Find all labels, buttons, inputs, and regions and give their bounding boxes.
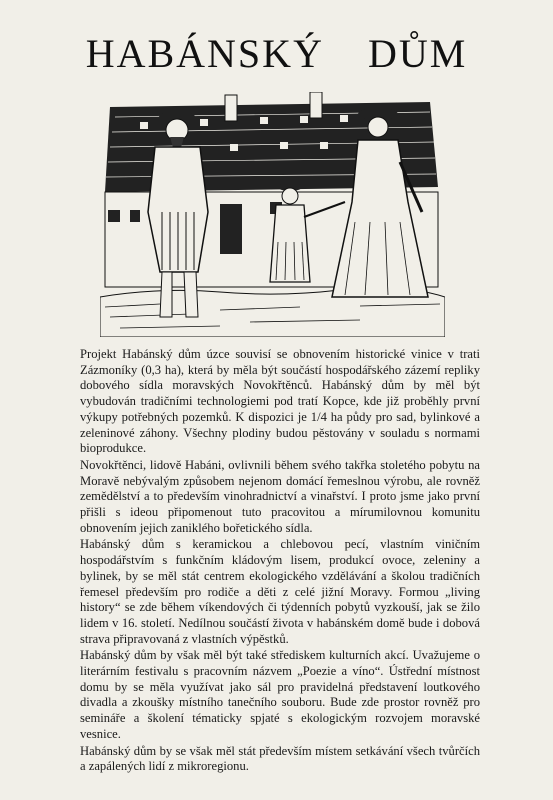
paragraph-3: Habánský dům s keramickou a chlebovou pecí, vlastním viničním hospodářstvím s funkčním kládovým lisem, produkcí ovoce, zeleniny a bylinek, by se měl stát centrem ekologického vzdělávání a školou tradičních řemesel především pro rodiče a děti z celé jižní Moravy. Formou „living history“ se zde během víkendových či týdenních pobytů vyzkouší, jak se žilo lidem v 16. století. Nedílnou součástí života v habánském domě bude i dobová strava připravovaná z vlastních výpěstků. [80, 537, 480, 646]
woodcut-habans-family-icon [100, 92, 445, 337]
title-word-1: HABÁNSKÝ [85, 31, 324, 76]
paragraph-4: Habánský dům by však měl být také střediskem kulturních akcí. Uvažujeme o literárním festivalu s pracovním názvem „Poezie a víno“. Ústřední místnost domu by se měla využívat jako sál pro pravidelná představení loutkového divadla a zkoušky místního tanečního souboru. Bude zde prostor rovněž pro semináře a školení tématicky spjaté s ekologickým rozvojem moravské vesnice. [80, 648, 480, 741]
paragraph-5: Habánský dům by se však měl stát především místem setkávání všech tvůrčích a zapálených lidí z mikroregionu. [80, 743, 480, 774]
paragraph-1: Projekt Habánský dům úzce souvisí se obnovením historické vinice v trati Zázmoníky (0,3 ha), která by měla být součástí hospodářského zázemí repliky dobového sídla moravských Novokřtěnců. Habánský dům by měl být vybudován tradičními technologiemi pod tratí Kopce, kde již proběhly první výkupy potřebných pozemků. K dispozici je 1/4 ha půdy pro sad, bylinkové a zeleninové záhony. Všechny plodiny budou pěstovány v souladu s normami bioprodukce. [80, 347, 480, 456]
title-word-2: DŮM [367, 31, 468, 76]
article-body [80, 347, 480, 775]
paragraph-2: Novokřtěnci, lidově Habáni, ovlivnili během svého takřka stoletého pobytu na Moravě nebývalým způsobem nejenom domácí řemeslnou výrobu, ale rovněž zemědělství a to především vinohradnictví a vinařství. I proto jsme jako první přišli s ideou připomenout tuto pracovitou a mírumilovnou komunitu obnovením jejich zaniklého bořetického sídla. [80, 457, 480, 535]
page-title [0, 30, 553, 77]
